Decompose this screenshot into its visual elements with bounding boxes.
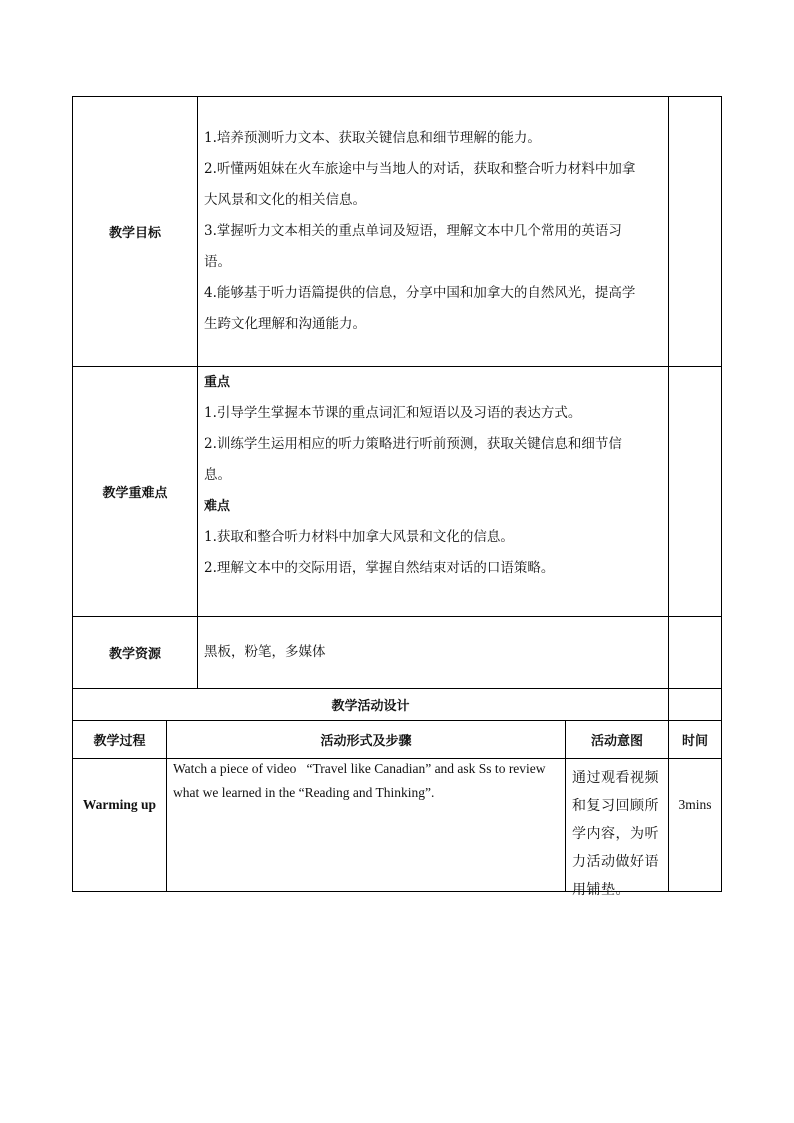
time-warming-up: 3mins [678,797,712,812]
steps-warming-up [167,758,565,804]
difficulty-line: 1.获取和整合听力材料中加拿大风景和文化的信息。 [204,529,514,545]
intent-warming-up [566,760,668,904]
column-divider [668,96,669,688]
steps-line: Watch a piece of video “Travel like Canadian” and ask Ss to review [173,761,546,776]
resources-label: 教学资源 [108,647,161,662]
activity-design-title: 教学活动设计 [331,699,410,714]
objective-line: 4.能够基于听力语篇提供的信息，分享中国和加拿大的自然风光，提高学 [204,285,636,301]
intent-line: 力活动做好语 [572,854,659,870]
focus-line: 2.训练学生运用相应的听力策略进行听前预测，获取关键信息和细节信 [204,436,622,452]
objective-line: 大风景和文化的相关信息。 [204,192,366,208]
objectives-content [198,123,668,340]
stage-warming-up: Warming up [82,797,157,812]
difficulty-line: 2.理解文本中的交际用语，掌握自然结束对话的口语策略。 [204,560,555,576]
header-stage: 教学过程 [93,734,146,749]
objective-line: 生跨文化理解和沟通能力。 [204,316,366,332]
key-points-label: 教学重难点 [102,486,168,501]
column-divider [668,688,669,720]
objective-line: 2.听懂两姐妹在火车旅途中与当地人的对话，获取和整合听力材料中加拿 [204,161,636,177]
resources-value: 黑板，粉笔，多媒体 [204,644,326,660]
steps-line: what we learned in the “Reading and Thinking”. [173,785,435,800]
focus-line: 1.引导学生掌握本节课的重点词汇和短语以及习语的表达方式。 [204,405,582,421]
difficulty-title: 难点 [204,499,231,514]
intent-line: 学内容，为听 [572,826,659,842]
objectives-label: 教学目标 [108,226,161,241]
objective-line: 3.掌握听力文本相关的重点单词及短语，理解文本中几个常用的英语习 [204,223,622,239]
intent-line: 和复习回顾所 [572,798,659,814]
focus-title: 重点 [204,375,231,390]
objective-line: 1.培养预测听力文本、获取关键信息和细节理解的能力。 [204,130,541,146]
focus-line: 息。 [204,467,231,483]
intent-line: 通过观看视频 [572,770,659,786]
objective-line: 语。 [204,254,231,270]
intent-line: 用铺垫。 [572,882,630,898]
header-time: 时间 [681,734,708,749]
key-points-content [198,367,668,584]
table-right-border [721,96,722,892]
header-steps: 活动形式及步骤 [320,734,412,749]
header-intent: 活动意图 [590,734,643,749]
